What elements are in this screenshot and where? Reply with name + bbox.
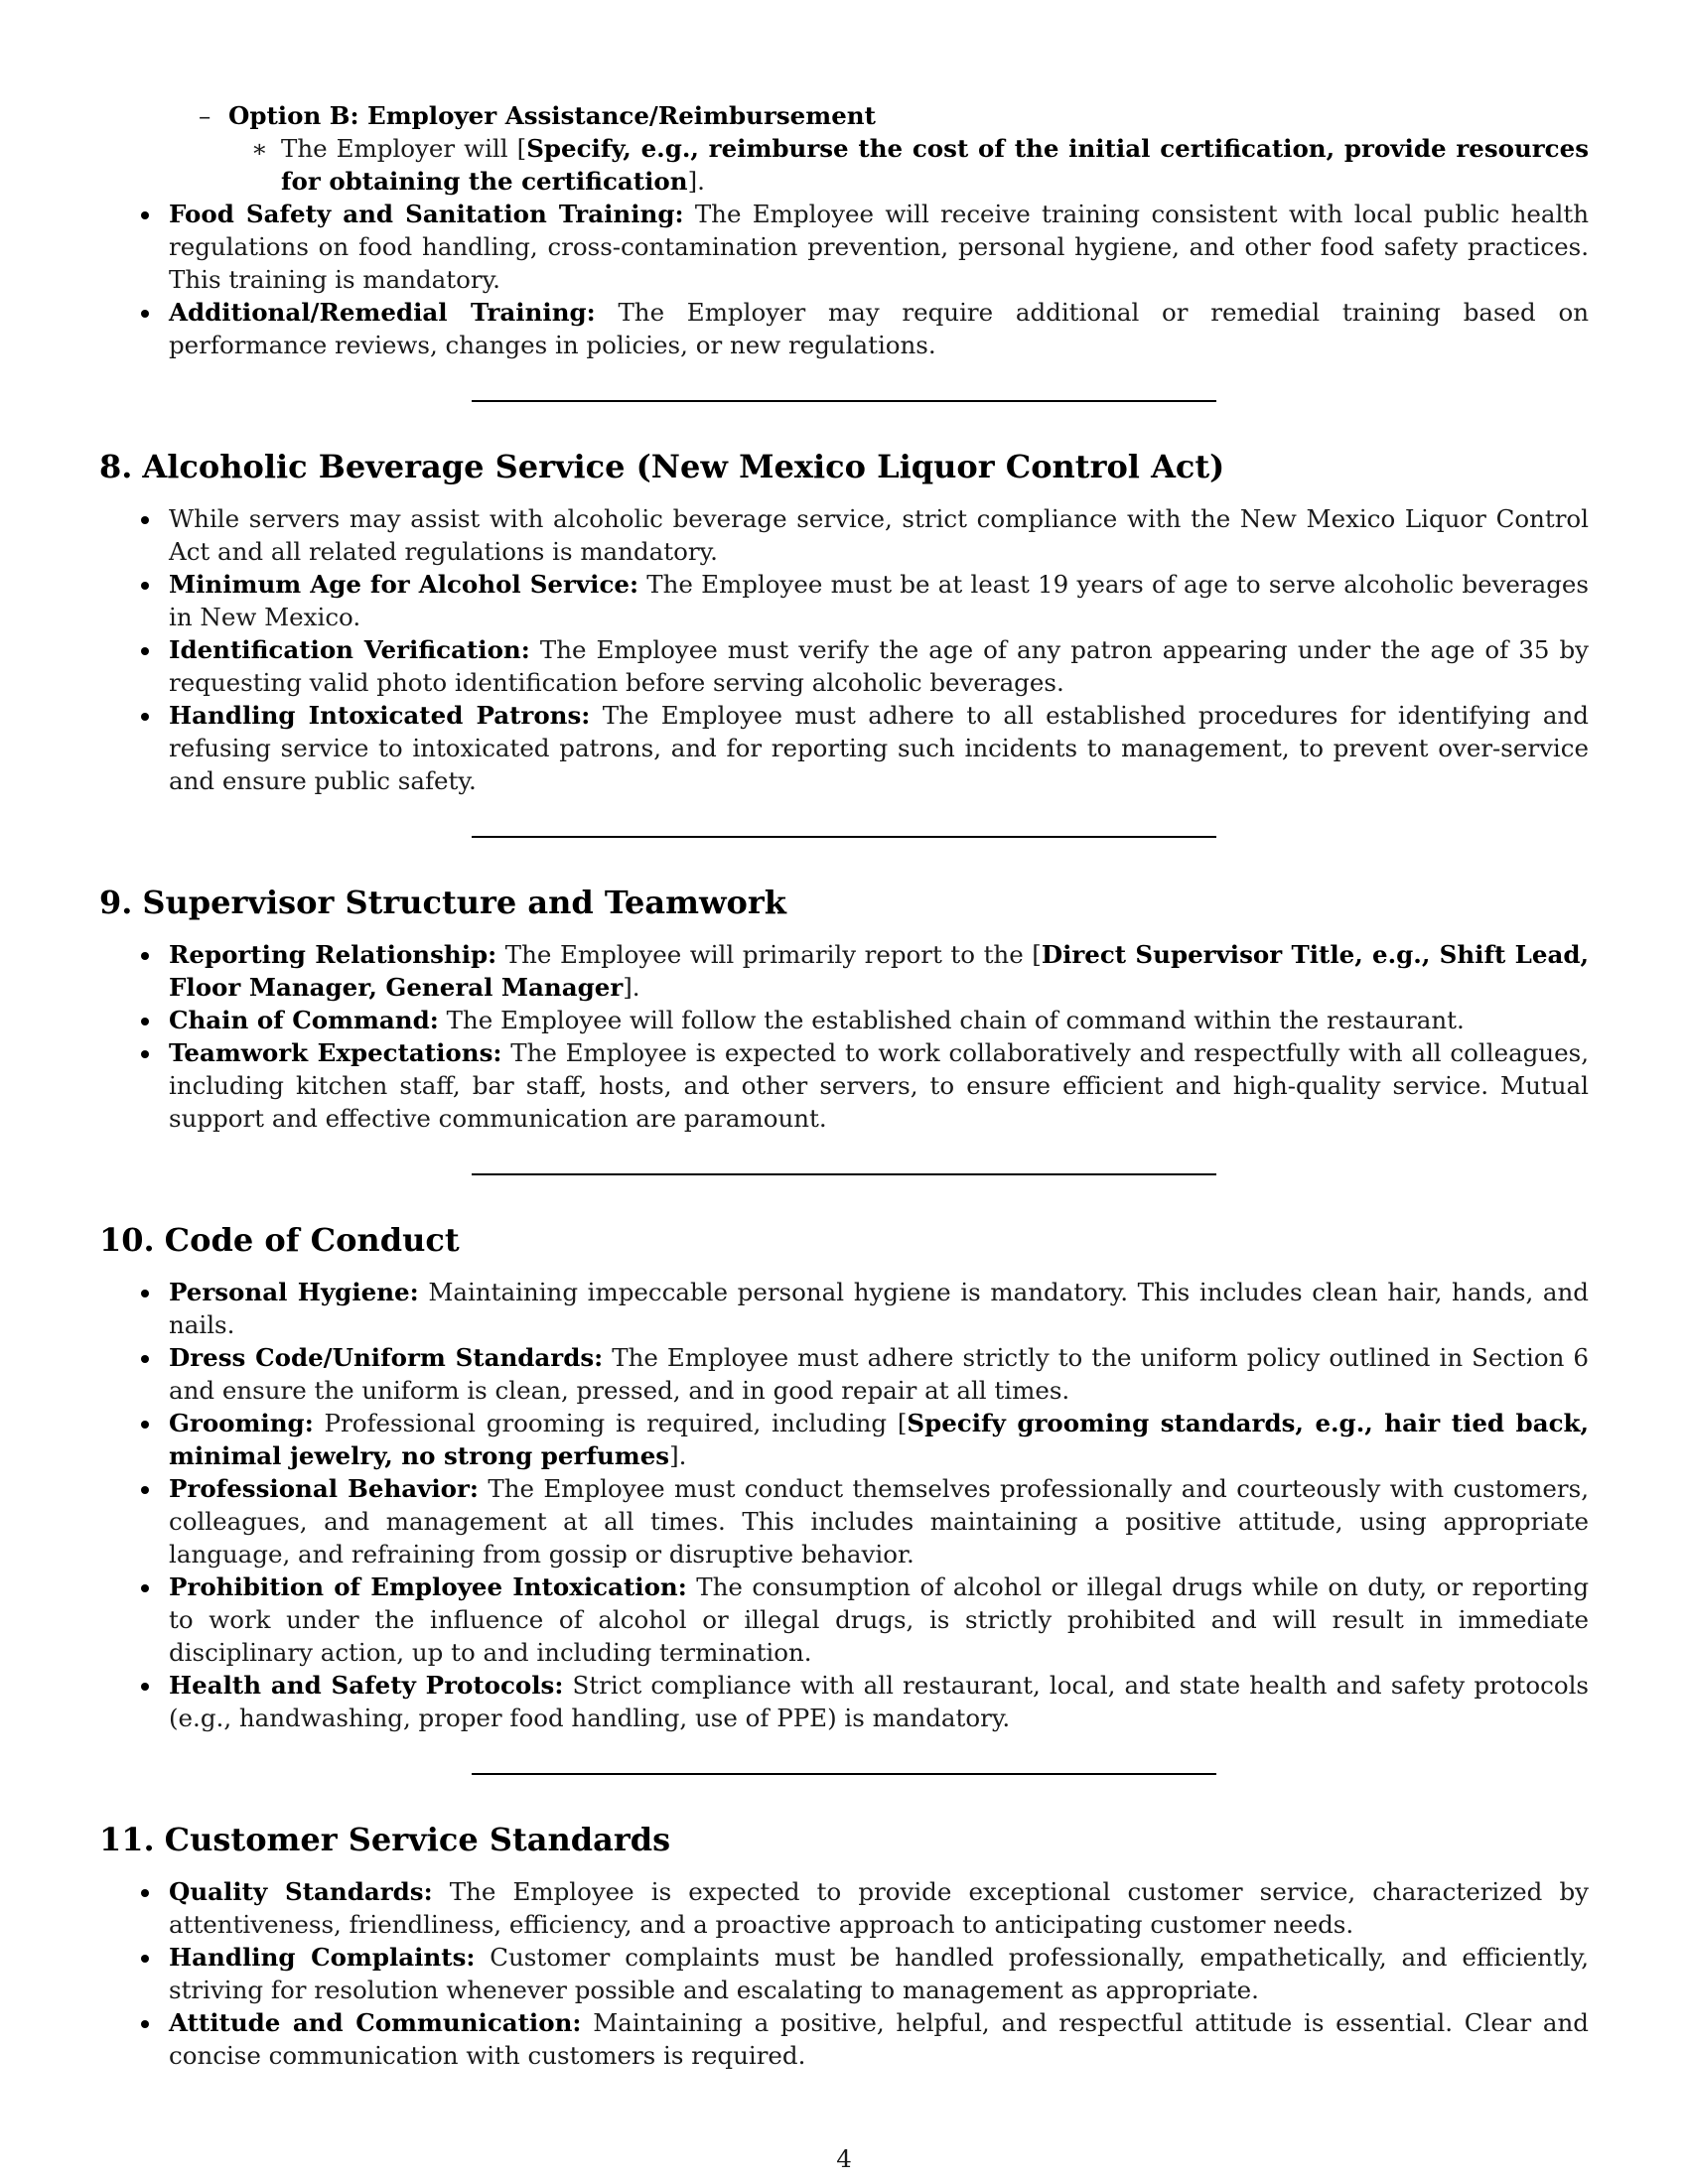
list-item: [99, 938, 1589, 1004]
list-item: [99, 1570, 1589, 1669]
section-10-list: [99, 1276, 1589, 1734]
list-item: [99, 699, 1589, 797]
section-divider: [472, 1773, 1216, 1775]
list-item: [99, 1669, 1589, 1734]
list-item: [99, 1472, 1589, 1570]
item-text: The Employee will receive training consistent with local public health regulations on food handling, cross-contamination prevention, personal hygiene, and other food safety practices. This training is mandatory.: [169, 200, 1589, 294]
list-item: [99, 198, 1589, 296]
item-label: Quality Standards:: [169, 1877, 433, 1906]
bullet-icon: [141, 1018, 149, 1025]
bullet-icon: [141, 1955, 149, 1963]
list-item: [99, 568, 1589, 633]
list-item: [99, 502, 1589, 568]
item-text-end: ].: [669, 1441, 687, 1470]
bullet-icon: [141, 1683, 149, 1691]
section-number: 8.: [99, 448, 133, 485]
bullet-icon: [141, 2020, 149, 2028]
section-title: Supervisor Structure and Teamwork: [142, 884, 786, 921]
section-divider: [472, 836, 1216, 838]
option-b-heading: [99, 99, 1589, 132]
section-divider: [472, 400, 1216, 402]
item-text: The consumption of alcohol or illegal drugs while on duty, or reporting to work under the influence of alcohol or illegal drugs, is strictly prohibited and will result in immediate disciplinary action, up to and including termination.: [169, 1572, 1590, 1667]
item-label: Prohibition of Employee Intoxication:: [169, 1572, 687, 1601]
section-8-heading: [99, 447, 1589, 486]
item-label: Additional/Remedial Training:: [169, 298, 596, 327]
option-b-text-1: The Employer will [: [281, 134, 527, 163]
list-item: [99, 1875, 1589, 1941]
item-label: Chain of Command:: [169, 1006, 439, 1034]
list-item: [99, 1407, 1589, 1472]
list-item: [99, 1276, 1589, 1341]
item-label: Handling Complaints:: [169, 1943, 476, 1972]
bullet-icon: [141, 516, 149, 524]
placeholder-bold: Specify grooming standards, e.g., hair tied back, minimal jewelry, no strong perfumes: [169, 1409, 1589, 1470]
item-text: The Employee must verify the age of any patron appearing under the age of 35 by requesting valid photo identification before serving alcoholic beverages.: [169, 635, 1589, 697]
bullet-icon: [141, 582, 149, 590]
bullet-icon: [141, 310, 149, 318]
bullet-icon: [141, 647, 149, 655]
item-label: Professional Behavior:: [169, 1474, 479, 1503]
training-list: [99, 198, 1589, 361]
item-text: Maintaining impeccable personal hygiene is mandatory. This includes clean hair, hands, and nails.: [169, 1278, 1589, 1339]
list-item: [99, 1341, 1589, 1407]
item-label: Attitude and Communication:: [169, 2008, 582, 2037]
bullet-icon: [141, 1486, 149, 1494]
item-label: Dress Code/Uniform Standards:: [169, 1343, 604, 1372]
dash-marker: –: [199, 101, 211, 130]
item-text: Maintaining a positive, helpful, and respectful attitude is essential. Clear and concise communication with customers is required.: [169, 2008, 1589, 2070]
item-text-end: ].: [623, 973, 640, 1002]
item-label: Grooming:: [169, 1409, 314, 1437]
item-text: The Employee must conduct themselves professionally and courteously with customers, colleagues, and management at all times. This includes maintaining a positive attitude, using appropriate language, and refraining from gossip or disruptive behavior.: [169, 1474, 1589, 1569]
section-title: Customer Service Standards: [164, 1821, 671, 1858]
list-item: [99, 296, 1589, 361]
item-label: Health and Safety Protocols:: [169, 1671, 564, 1700]
item-label: Teamwork Expectations:: [169, 1038, 502, 1067]
bullet-icon: [141, 1355, 149, 1363]
item-label: Reporting Relationship:: [169, 940, 497, 969]
item-label: Personal Hygiene:: [169, 1278, 419, 1306]
option-b-label: Option B: Employer Assistance/Reimbursement: [228, 101, 876, 130]
item-text: The Employee will follow the established chain of command within the restaurant.: [446, 1006, 1465, 1034]
asterisk-marker: ∗: [251, 134, 268, 163]
page-number: 4: [836, 2144, 852, 2173]
section-divider: [472, 1173, 1216, 1175]
item-text: While servers may assist with alcoholic beverage service, strict compliance with the New Mexico Liquor Control Act and all related regulations is mandatory.: [169, 504, 1589, 566]
item-text: The Employee must adhere strictly to the uniform policy outlined in Section 6 and ensure the uniform is clean, pressed, and in good repair at all times.: [169, 1343, 1589, 1405]
bullet-icon: [141, 713, 149, 721]
list-item: [99, 1036, 1589, 1135]
list-item: [99, 2006, 1589, 2072]
bullet-icon: [141, 1421, 149, 1429]
bullet-icon: [141, 1290, 149, 1297]
section-11-heading: [99, 1820, 1589, 1859]
item-text: Strict compliance with all restaurant, local, and state health and safety protocols (e.g., handwashing, proper food handling, use of PPE) is mandatory.: [169, 1671, 1589, 1732]
document-page: [99, 99, 1589, 2072]
item-text: The Employee must adhere to all established procedures for identifying and refusing service to intoxicated patrons, and for reporting such incidents to management, to prevent over-service and ensure public safety.: [169, 701, 1589, 795]
option-b-detail: [99, 132, 1589, 198]
item-label: Food Safety and Sanitation Training:: [169, 200, 684, 228]
section-number: 11.: [99, 1821, 155, 1858]
item-text: The Employee is expected to work collaboratively and respectfully with all colleagues, including kitchen staff, bar staff, hosts, and other servers, to ensure efficient and high-quality service. Mutual support and effective communication are paramount.: [169, 1038, 1590, 1133]
item-text: The Employee is expected to provide exceptional customer service, characterized by attentiveness, friendliness, efficiency, and a proactive approach to anticipating customer needs.: [169, 1877, 1589, 1939]
item-text: The Employee will primarily report to the [: [504, 940, 1042, 969]
section-11-list: [99, 1875, 1589, 2072]
option-b-text-2: ].: [687, 167, 705, 196]
bullet-icon: [141, 1584, 149, 1592]
option-b-bold: Specify, e.g., reimburse the cost of the initial certification, provide resources for obtaining the certification: [281, 134, 1589, 196]
list-item: [99, 633, 1589, 699]
item-label: Minimum Age for Alcohol Service:: [169, 570, 639, 599]
item-text: Customer complaints must be handled professionally, empathetically, and efficiently, striving for resolution whenever possible and escalating to management as appropriate.: [169, 1943, 1589, 2004]
section-9-heading: [99, 883, 1589, 922]
bullet-icon: [141, 952, 149, 960]
section-9-list: [99, 938, 1589, 1135]
placeholder-bold: Direct Supervisor Title, e.g., Shift Lead, Floor Manager, General Manager: [169, 940, 1589, 1002]
list-item: [99, 1941, 1589, 2006]
section-title: Code of Conduct: [164, 1221, 460, 1259]
bullet-icon: [141, 211, 149, 219]
item-label: Handling Intoxicated Patrons:: [169, 701, 591, 730]
section-10-heading: [99, 1220, 1589, 1260]
item-label: Identification Verification:: [169, 635, 530, 664]
section-title: Alcoholic Beverage Service (New Mexico Liquor Control Act): [142, 448, 1225, 485]
bullet-icon: [141, 1050, 149, 1058]
section-8-list: [99, 502, 1589, 797]
list-item: [99, 1004, 1589, 1036]
item-text: The Employee must be at least 19 years of age to serve alcoholic beverages in New Mexico.: [169, 570, 1589, 631]
section-number: 9.: [99, 884, 133, 921]
bullet-icon: [141, 1889, 149, 1897]
section-number: 10.: [99, 1221, 155, 1259]
item-text: Professional grooming is required, including [: [324, 1409, 908, 1437]
item-text: The Employer may require additional or remedial training based on performance reviews, changes in policies, or new regulations.: [169, 298, 1590, 359]
